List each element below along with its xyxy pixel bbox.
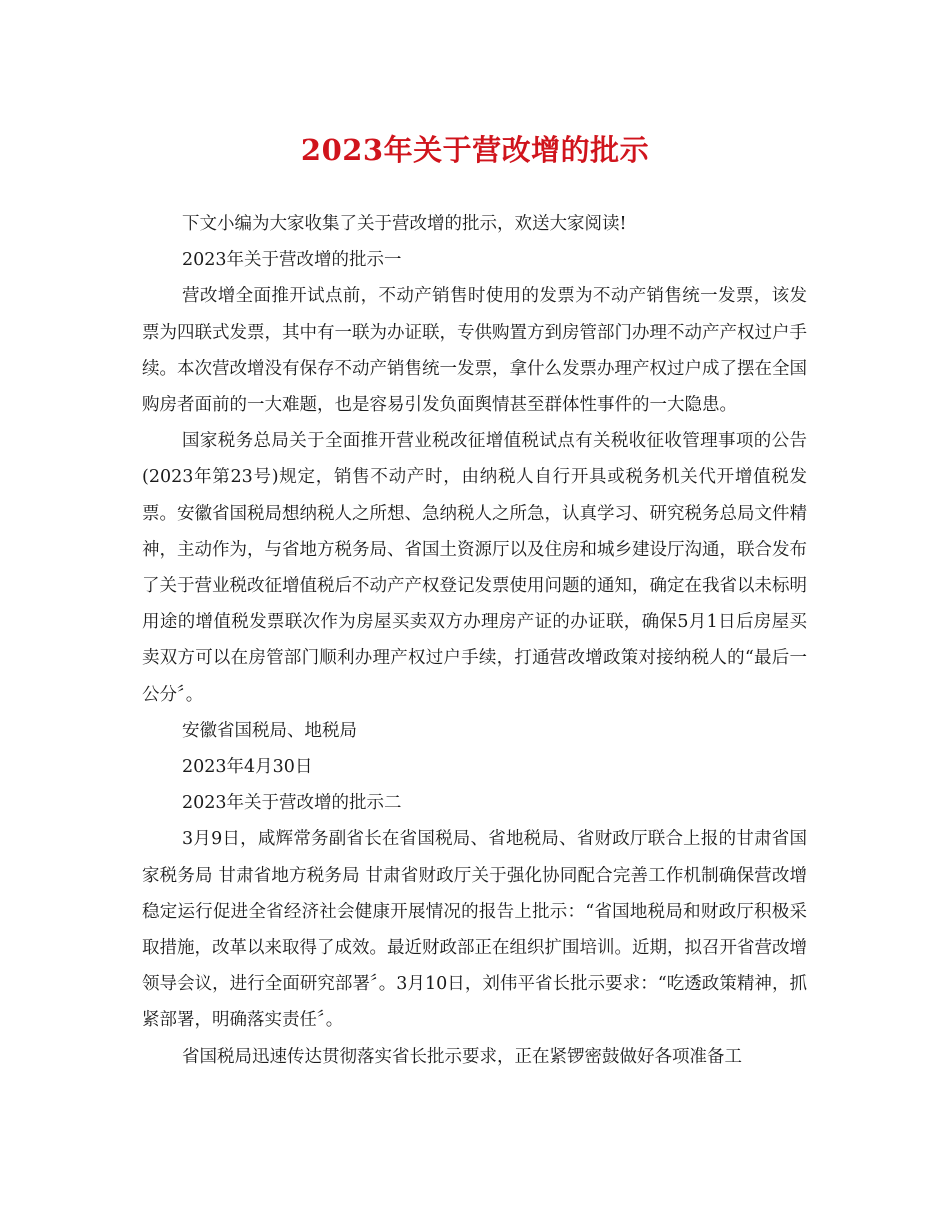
body-paragraph: 营改增全面推开试点前，不动产销售时使用的发票为不动产销售统一发票，该发票为四联式发票，其中有一联为办证联，专供购置方到房管部门办理不动产产权过户手续。本次营改增没有保存不动产销售统一发票，拿什么发票办理产权过户成了摆在全国购房者面前的一大难题，也是容易引发负面舆情甚至群体性事件的一大隐患。 — [142, 286, 807, 416]
signature-date: 2023年4月30日 — [182, 757, 313, 778]
section-heading-two: 2023年关于营改增的批示二 — [182, 793, 402, 814]
signature-org: 安徽省国税局、地税局 — [182, 720, 357, 741]
document-body — [142, 206, 807, 1075]
intro-paragraph: 下文小编为大家收集了关于营改增的批示，欢送大家阅读! — [182, 214, 627, 234]
section-heading-one: 2023年关于营改增的批示一 — [182, 250, 402, 271]
body-paragraph: 3月9日，咸辉常务副省长在省国税局、省地税局、省财政厅联合上报的甘肃省国家税务局 甘肃省地方税务局 甘肃省财政厅关于强化协同配合完善工作机制确保营改增稳定运行促进全省经济社会健康开展情况的报告上批示：“省国地税局和财政厅积极采取措施，改革以来取得了成效。最近财政部正在组织扩围培训。近期，拟召开省营改增领导会议，进行全面研究部署〞。3月10日，刘伟平省长批示要求：“吃透政策精神，抓紧部署，明确落实责任〞。 — [142, 829, 807, 1031]
body-paragraph: 国家税务总局关于全面推开营业税改征增值税试点有关税收征收管理事项的公告(2023年第23号)规定，销售不动产时，由纳税人自行开具或税务机关代开增值税发票。安徽省国税局想纳税人之所想、急纳税人之所急，认真学习、研究税务总局文件精神，主动作为，与省地方税务局、省国土资源厅以及住房和城乡建设厅沟通，联合发布了关于营业税改征增值税后不动产产权登记发票使用问题的通知，确定在我省以未标明用途的增值税发票联次作为房屋买卖双方办理房产证的办证联，确保5月1日后房屋买卖双方可以在房管部门顺利办理产权过户手续，打通营改增政策对接纳税人的“最后一公分〞。 — [142, 431, 807, 705]
document-title: 2023年关于营改增的批示 — [300, 133, 650, 167]
body-paragraph: 省国税局迅速传达贯彻落实省长批示要求，正在紧锣密鼓做好各项准备工 — [182, 1046, 742, 1067]
